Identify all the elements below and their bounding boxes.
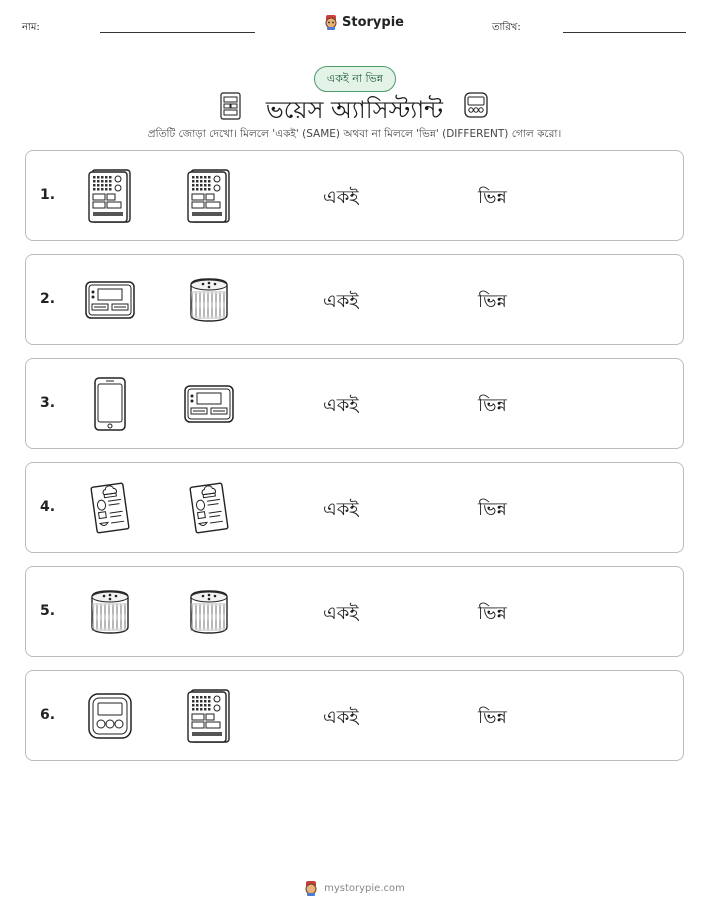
smart-speaker-icon [80,582,140,642]
date-label: তারিখ: [492,22,521,33]
smart-panel-icon [80,166,140,226]
row-number: 2. [40,291,56,307]
name-line [100,32,255,33]
smartphone-icon [80,374,140,434]
different-option[interactable]: ভিন্ন [478,187,507,208]
same-option[interactable]: একই [323,291,359,312]
smart-speaker-icon [179,582,239,642]
exercise-row [25,462,684,553]
instructions: প্রতিটি জোড়া দেখো। মিললে 'একই' (SAME) অথবা না মিললে 'ভিন্ন' (DIFFERENT) গোল করো। [147,128,562,140]
smart-panel-icon [179,686,239,746]
same-option[interactable]: একই [323,603,359,624]
different-option[interactable]: ভিন্ন [478,603,507,624]
timer-icon [464,92,488,118]
smart-panel-icon [179,166,239,226]
different-option[interactable]: ভিন্ন [478,707,507,728]
recipe-card-icon [179,478,239,538]
same-option[interactable]: একই [323,707,359,728]
exercise-row [25,358,684,449]
smart-display-icon [80,270,140,330]
storypie-mascot-icon [324,14,338,30]
name-label: নাম: [22,22,40,33]
row-number: 4. [40,499,56,515]
row-number: 6. [40,707,56,723]
brand-logo [324,14,404,30]
exercise-row [25,566,684,657]
different-option[interactable]: ভিন্ন [478,395,507,416]
row-number: 3. [40,395,56,411]
different-option[interactable]: ভিন্ন [478,291,507,312]
worksheet-title: ভয়েস অ্যাসিস্ট্যান্ট [265,96,444,124]
same-option[interactable]: একই [323,499,359,520]
brand-name: Storypie [342,14,404,30]
smart-display-icon [179,374,239,434]
category-badge: একই না ভিন্ন [314,66,396,92]
exercise-row [25,150,684,241]
different-option[interactable]: ভিন্ন [478,499,507,520]
worksheet-header [0,14,709,38]
row-number: 1. [40,187,56,203]
same-option[interactable]: একই [323,395,359,416]
footer-site: mystorypie.com [324,882,405,894]
same-option[interactable]: একই [323,187,359,208]
date-line [563,32,686,33]
timer-icon [80,686,140,746]
exercise-row [25,254,684,345]
exercise-row [25,670,684,761]
storypie-mascot-icon [304,880,318,896]
footer [0,880,709,896]
smart-speaker-icon [179,270,239,330]
recipe-card-icon [80,478,140,538]
row-number: 5. [40,603,56,619]
